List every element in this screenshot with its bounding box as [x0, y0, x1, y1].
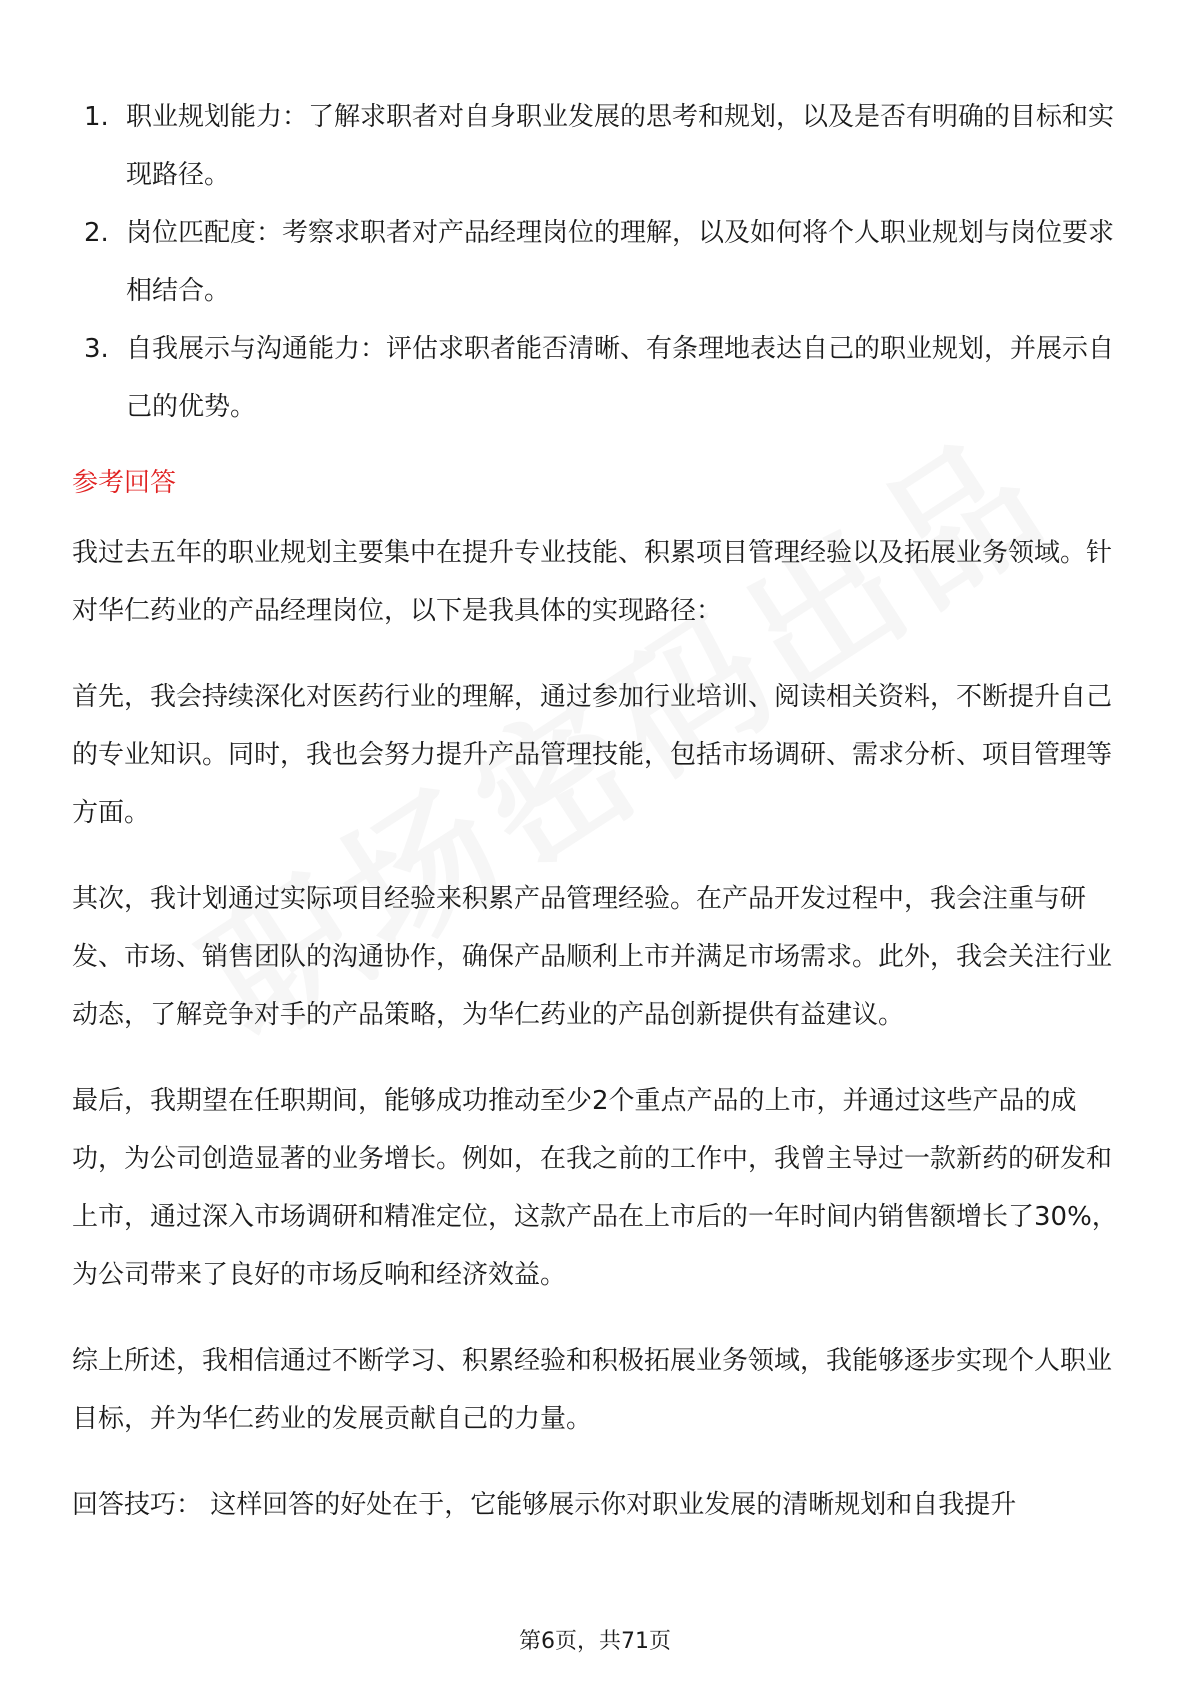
- paragraph: 回答技巧： 这样回答的好处在于，它能够展示你对职业发展的清晰规划和自我提升: [72, 1490, 1017, 1520]
- list-item: [72, 320, 1118, 436]
- list-item: [72, 204, 1118, 320]
- list-number: 2.: [84, 218, 109, 248]
- criteria-list: [72, 88, 1118, 436]
- list-text: 自我展示与沟通能力：评估求职者能否清晰、有条理地表达自己的职业规划，并展示自己的优势。: [126, 334, 1115, 422]
- paragraph: 最后，我期望在任职期间，能够成功推动至少2个重点产品的上市，并通过这些产品的成功，为公司创造显著的业务增长。例如，在我之前的工作中，我曾主导过一款新药的研发和上市，通过深入市场调研和精准定位，这款产品在上市后的一年时间内销售额增长了30%，为公司带来了良好的市场反响和经济效益。: [72, 1086, 1118, 1290]
- list-text: 职业规划能力：了解求职者对自身职业发展的思考和规划，以及是否有明确的目标和实现路径。: [126, 102, 1115, 190]
- paragraph: 我过去五年的职业规划主要集中在提升专业技能、积累项目管理经验以及拓展业务领域。针对华仁药业的产品经理岗位，以下是我具体的实现路径：: [72, 538, 1113, 626]
- section-title: 参考回答: [72, 468, 177, 498]
- paragraph: 其次，我计划通过实际项目经验来积累产品管理经验。在产品开发过程中，我会注重与研发、市场、销售团队的沟通协作，确保产品顺利上市并满足市场需求。此外，我会关注行业动态，了解竞争对手的产品策略，为华仁药业的产品创新提供有益建议。: [72, 884, 1113, 1030]
- list-number: 1.: [84, 102, 109, 132]
- paragraph: 首先，我会持续深化对医药行业的理解，通过参加行业培训、阅读相关资料，不断提升自己的专业知识。同时，我也会努力提升产品管理技能，包括市场调研、需求分析、项目管理等方面。: [72, 682, 1113, 828]
- page-number: 第6页，共71页: [519, 1629, 671, 1654]
- list-item: [72, 88, 1118, 204]
- list-text: 岗位匹配度：考察求职者对产品经理岗位的理解，以及如何将个人职业规划与岗位要求相结合。: [126, 218, 1115, 306]
- paragraph: 综上所述，我相信通过不断学习、积累经验和积极拓展业务领域，我能够逐步实现个人职业目标，并为华仁药业的发展贡献自己的力量。: [72, 1346, 1113, 1434]
- list-number: 3.: [84, 334, 109, 364]
- document-body: [72, 88, 1118, 1562]
